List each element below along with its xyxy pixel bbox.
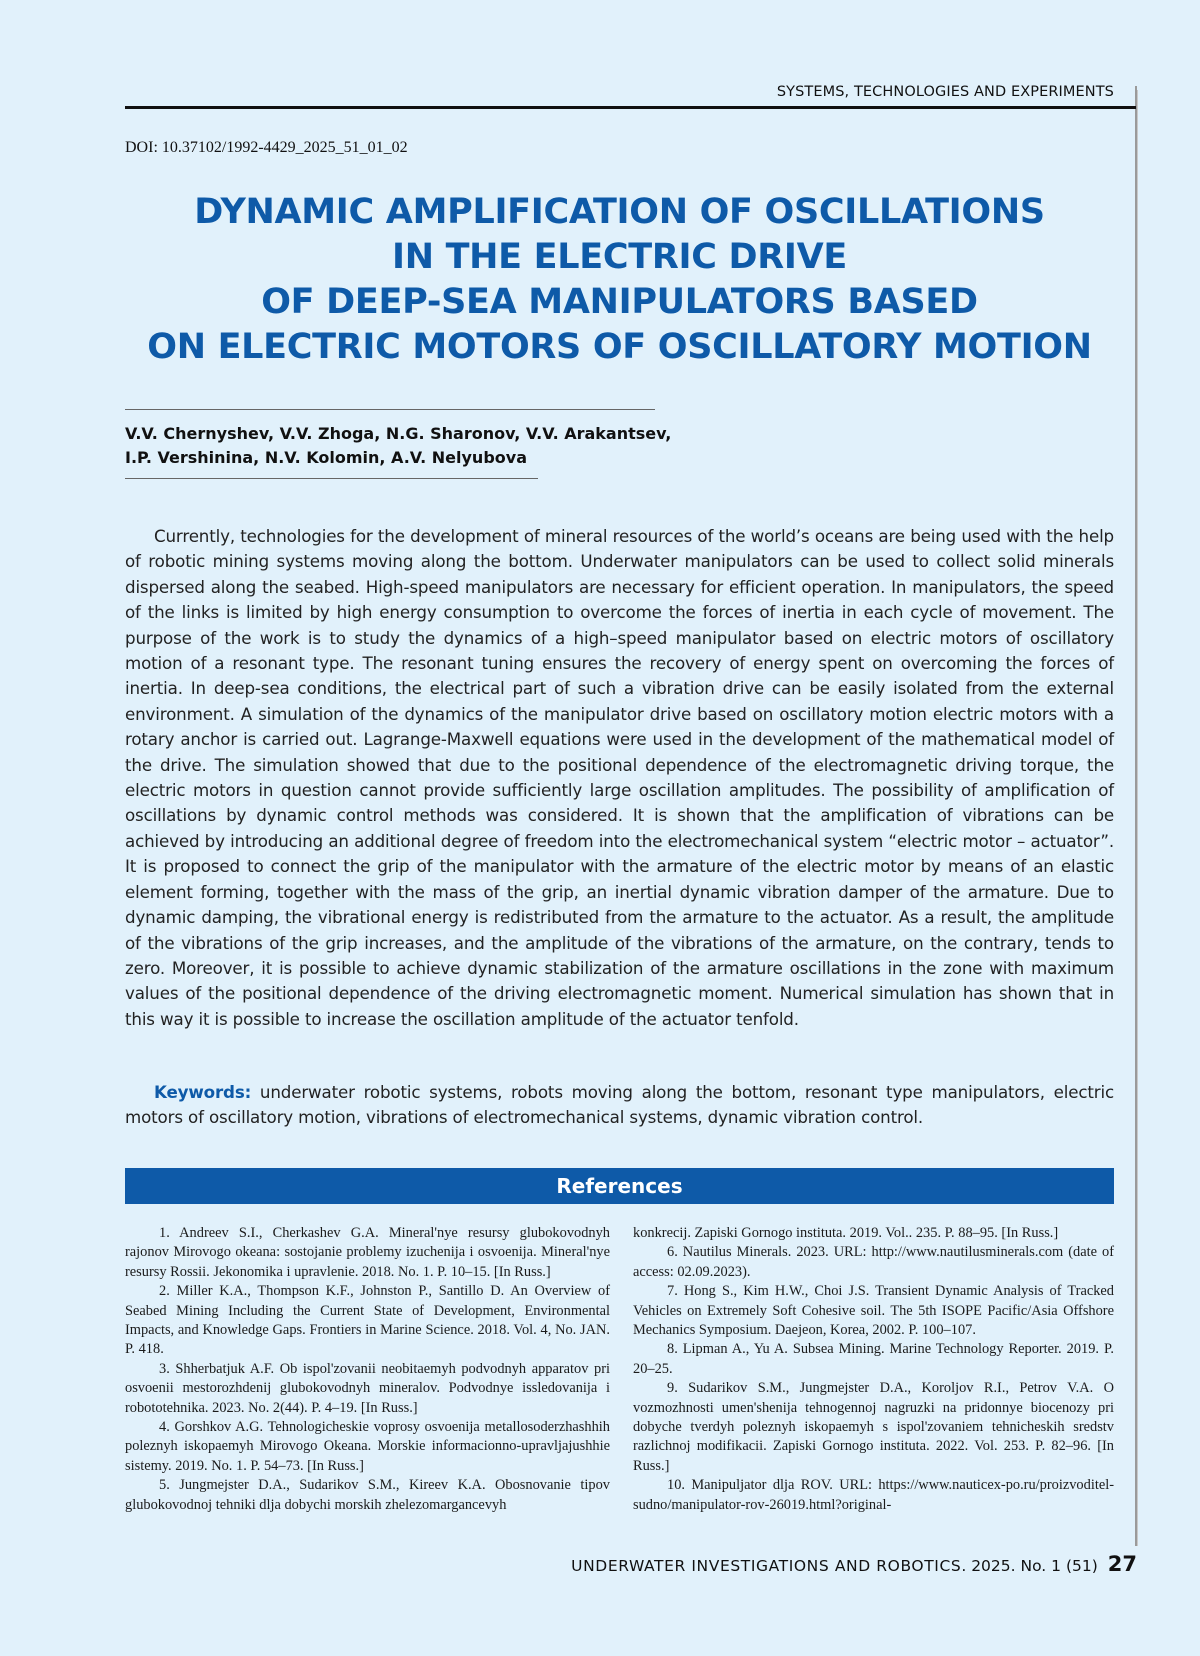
authors-line: V.V. Chernyshev, V.V. Zhoga, N.G. Sharonov, V.V. Arakantsev, (125, 422, 671, 446)
references-heading: References (125, 1168, 1114, 1204)
references-right-column (633, 1224, 1114, 1515)
doi: DOI: 10.37102/1992-4429_2025_51_01_02 (125, 139, 408, 157)
references-left-column (125, 1224, 610, 1515)
reference-item: 8. Lipman A., Yu A. Subsea Mining. Marine Technology Reporter. 2019. P. 20–25. (633, 1340, 1114, 1379)
reference-item: 6. Nautilus Minerals. 2023. URL: http://www.nautilusminerals.com (date of access: 02.09.2023). (633, 1243, 1114, 1282)
authors-rule-bottom (125, 478, 538, 479)
keywords (125, 1080, 1114, 1131)
reference-item: 2. Miller K.A., Thompson K.F., Johnston P., Santillo D. An Overview of Seabed Mining Including the Current State of Development, Environmental Impacts, and Knowledge Gaps. Frontiers in Marine Science. 2018. Vol. 4, No. JAN. P. 418. (125, 1282, 610, 1360)
authors (125, 422, 671, 470)
page-footer (125, 1552, 1137, 1576)
abstract: Currently, technologies for the development of mineral resources of the world’s oceans are being used with the help of robotic mining systems moving along the bottom. Underwater manipulators can be used to collect solid minerals dispersed along the seabed. High-speed manipulators are necessary for efficient operation. In manipulators, the speed of the links is limited by high energy consumption to overcome the forces of inertia in each cycle of movement. The purpose of the work is to study the dynamics of a high–speed manipulator based on electric motors of oscillatory motion of a resonant type. The resonant tuning ensures the recovery of energy spent on overcoming the forces of inertia. In deep-sea conditions, the electrical part of such a vibration drive can be easily isolated from the external environment. A simulation of the dynamics of the manipulator drive based on oscillatory motion electric motors with a rotary anchor is carried out. Lagrange-Maxwell equations were used in the development of the mathematical model of the drive. The simulation showed that due to the positional dependence of the electromagnetic driving torque, the electric motors in question cannot provide sufficiently large oscillation amplitudes. The possibility of amplification of oscillations by dynamic control methods was considered. It is shown that the amplification of vibrations can be achieved by introducing an additional degree of freedom into the electromechanical system “electric motor – actuator”. It is proposed to connect the grip of the manipulator with the armature of the electric motor by means of an elastic element forming, together with the mass of the grip, an inertial dynamic vibration damper of the armature. Due to dynamic damping, the vibrational energy is redistributed from the armature to the actuator. As a result, the amplitude of the vibrations of the grip increases, and the amplitude of the vibrations of the armature, on the contrary, tends to zero. Moreover, it is possible to achieve dynamic stabilization of the armature oscillations in the zone with maximum values of the positional dependence of the driving electromagnetic moment. Numerical simulation has shown that in this way it is possible to increase the oscillation amplitude of the actuator tenfold. (125, 524, 1114, 1032)
reference-item: 4. Gorshkov A.G. Tehnologicheskie voprosy osvoenija metallosoderzhashhih poleznyh iskopaemyh Mirovogo Okeana. Morskie informacionno-upravljajushhie sistemy. 2019. No. 1. P. 54–73. [In Russ.] (125, 1418, 610, 1476)
reference-item: 10. Manipuljator dlja ROV. URL: https://www.nauticex-po.ru/proizvoditel-sudno/manipulator-rov-26019.html?original- (633, 1476, 1114, 1515)
page-number: 27 (1108, 1552, 1137, 1576)
reference-item: 5. Jungmejster D.A., Sudarikov S.M., Kireev K.A. Obosnovanie tipov glubokovodnoj tehniki dlja dobychi morskih zhelezomargancevyh (125, 1476, 610, 1515)
title-line: ON ELECTRIC MOTORS OF OSCILLATORY MOTION (125, 325, 1114, 370)
page-frame-shadow (1137, 90, 1138, 1546)
section-header: SYSTEMS, TECHNOLOGIES AND EXPERIMENTS (125, 84, 1114, 100)
article-title (125, 190, 1114, 370)
title-line: OF DEEP-SEA MANIPULATORS BASED (125, 280, 1114, 325)
keywords-text: underwater robotic systems, robots moving along the bottom, resonant type manipulators, electric motors of oscillatory motion, vibrations of electromechanical systems, dynamic vibration control. (125, 1082, 1114, 1127)
title-line: IN THE ELECTRIC DRIVE (125, 235, 1114, 280)
title-line: DYNAMIC AMPLIFICATION OF OSCILLATIONS (125, 190, 1114, 235)
footer-journal: UNDERWATER INVESTIGATIONS AND ROBOTICS (571, 1557, 961, 1575)
reference-continuation: konkrecij. Zapiski Gornogo instituta. 2019. Vol.. 235. P. 88–95. [In Russ.] (633, 1224, 1114, 1243)
authors-line: I.P. Vershinina, N.V. Kolomin, A.V. Nelyubova (125, 446, 671, 470)
keywords-label: Keywords: (154, 1082, 251, 1102)
footer-issue: . 2025. No. 1 (51) (961, 1557, 1097, 1575)
reference-item: 9. Sudarikov S.M., Jungmejster D.A., Koroljov R.I., Petrov V.A. O vozmozhnosti umen'shenija tehnogennoj nagruzki na pridonnye biocenozy pri dobyche tverdyh poleznyh iskopaemyh s ispol'zovaniem tehnicheskih sredstv razlichnoj modifikacii. Zapiski Gornogo instituta. 2022. Vol. 253. P. 82–96. [In Russ.] (633, 1379, 1114, 1476)
authors-rule-top (125, 409, 655, 410)
header-rule (125, 106, 1136, 109)
reference-item: 3. Shherbatjuk A.F. Ob ispol'zovanii neobitaemyh podvodnyh apparatov pri osvoenii mestorozhdenij glubokovodnyh mineralov. Podvodnye issledovanija i robototehnika. 2023. No. 2(44). P. 4–19. [In Russ.] (125, 1360, 610, 1418)
reference-item: 1. Andreev S.I., Cherkashev G.A. Mineral'nye resursy glubokovodnyh rajonov Mirovogo okeana: sostojanie problemy izuchenija i osvoenija. Mineral'nye resursy Rossii. Jekonomika i upravlenie. 2018. No. 1. P. 10–15. [In Russ.] (125, 1224, 610, 1282)
reference-item: 7. Hong S., Kim H.W., Choi J.S. Transient Dynamic Analysis of Tracked Vehicles on Extremely Soft Cohesive soil. The 5th ISOPE Pacific/Asia Offshore Mechanics Symposium. Daejeon, Korea, 2002. P. 100–107. (633, 1282, 1114, 1340)
